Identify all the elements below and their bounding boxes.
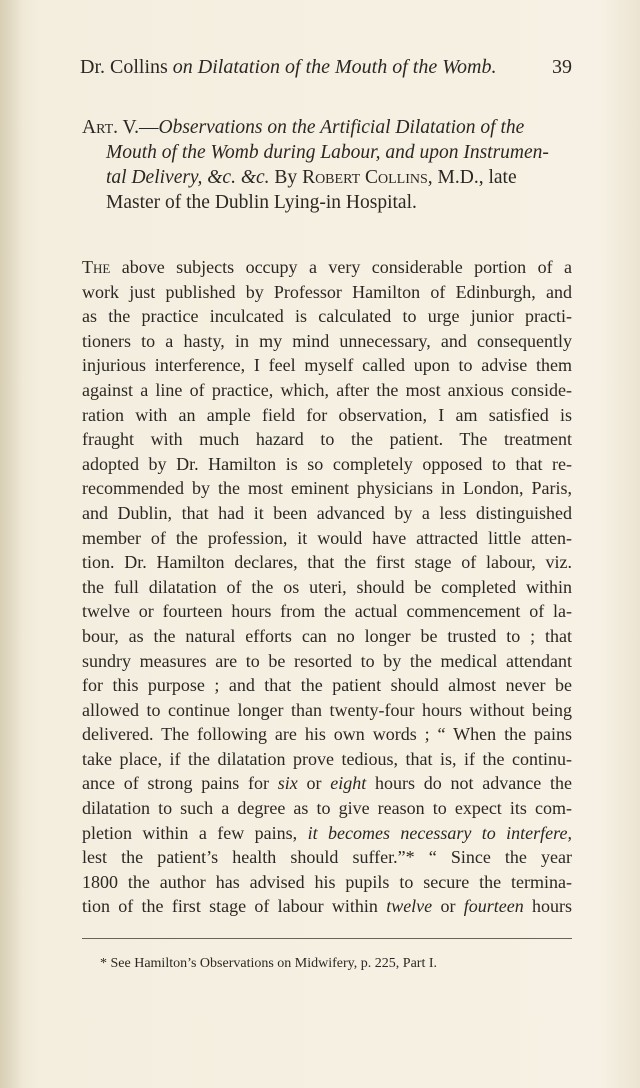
body-text-segment: tioners to a hasty, in my mind unnecessary, and consequently (82, 330, 572, 351)
body-line (82, 747, 572, 772)
body-line (82, 599, 572, 624)
body-line (82, 550, 572, 575)
article-title-part-1: Observations on the Artificial Dilatation of the (158, 117, 525, 138)
body-text-segment: above subjects occupy a very considerable portion of a (110, 257, 572, 277)
body-line (82, 403, 572, 428)
footnote-text: See Hamilton’s Observations on Midwifery, p. 225, Part I. (110, 956, 437, 971)
footnote-rule (82, 938, 572, 939)
body-line (82, 771, 572, 796)
body-text-segment: work just published by Professor Hamilton of Edinburgh, and (82, 281, 572, 302)
author-affiliation: Master of the Dublin Lying-in Hospital. (106, 192, 417, 213)
body-text-segment: tion. Dr. Hamilton declares, that the first stage of labour, viz. (82, 552, 572, 573)
body-text-segment: ance of strong pains for (82, 773, 278, 794)
page-number: 39 (552, 56, 572, 78)
body-text-segment: allowed to continue longer than twenty-four hours without being (82, 699, 572, 720)
body-text-segment: bour, as the natural efforts can no longer be trusted to ; that (82, 625, 572, 646)
body-text-segment: member of the profession, it would have attracted little atten- (82, 527, 572, 548)
body-text-segment: fourteen (463, 896, 524, 917)
body-line (82, 575, 572, 600)
header-on: on (172, 56, 193, 78)
article-title-line-1 (82, 115, 572, 140)
body-line (82, 722, 572, 747)
body-text-segment: The (82, 257, 111, 277)
body-line (82, 624, 572, 649)
body-line (82, 304, 572, 329)
body-line (82, 353, 572, 378)
article-title-part-2: Mouth of the Womb during Labour, and upon Instrumen- (106, 142, 549, 163)
body-line (82, 476, 572, 501)
body-text-segment: eight (330, 773, 367, 794)
body-line (82, 698, 572, 723)
body-line (82, 673, 572, 698)
body-text-segment: twelve or fourteen hours from the actual commencement of la- (82, 601, 572, 622)
author-degree: M.D., late (437, 167, 517, 188)
body-text-segment: ration with an ample field for observation, I am satisfied is (82, 404, 572, 425)
body-line (82, 821, 572, 846)
header-author: Dr. Collins (80, 56, 168, 78)
body-text-segment: twelve (386, 896, 433, 917)
body-text-segment: adopted by Dr. Hamilton is so completely opposed to that re- (82, 453, 572, 474)
body-text-segment: pletion within a few pains, (82, 822, 308, 843)
body-text-segment: recommended by the most eminent physicians in London, Paris, (82, 478, 572, 499)
body-line (82, 845, 572, 870)
body-text-segment: delivered. The following are his own words ; “ When the pains (82, 724, 572, 745)
body-line (82, 870, 572, 895)
body-text-segment: tion of the first stage of labour within (82, 896, 387, 917)
author-name: Robert Collins, (302, 167, 433, 188)
body-text-segment: for this purpose ; and that the patient should almost never be (82, 675, 572, 696)
footnote-mark: * (100, 956, 107, 971)
body-text-segment: injurious interference, I feel myself called upon to advise them (82, 355, 572, 376)
article-title-line-2 (82, 140, 572, 165)
body-text-segment: sundry measures are to be resorted to by the medical attendant (82, 650, 572, 671)
body-line (82, 255, 572, 280)
body-text-segment: hours do not advance the (366, 773, 572, 794)
body-line (82, 329, 572, 354)
running-header (80, 55, 572, 79)
body-line (82, 452, 572, 477)
article-dash: — (138, 117, 159, 138)
body-text-segment: six (277, 773, 298, 794)
body-line (82, 378, 572, 403)
body-text-segment: or (432, 896, 464, 917)
body-text-segment: hours (523, 896, 573, 917)
body-text-segment: against a line of practice, which, after the most anxious conside- (82, 379, 572, 400)
article-title-line-3 (82, 165, 572, 190)
body-line (82, 649, 572, 674)
body-text-segment: it becomes necessary to interfere, (307, 822, 572, 843)
body-text-segment: the full dilatation of the os uteri, should be completed within (82, 576, 572, 597)
article-title-part-3: tal Delivery, &c. &c. (106, 167, 270, 188)
body-line (82, 526, 572, 551)
body-text-segment: fraught with much hazard to the patient. The treatment (82, 429, 572, 450)
article-label: Art. V. (82, 117, 139, 138)
body-text-segment: as the practice inculcated is calculated to urge junior practi- (82, 306, 572, 327)
body-line (82, 501, 572, 526)
body-line (82, 427, 572, 452)
byline-by: By (274, 167, 298, 188)
body-text-segment: take place, if the dilatation prove tedious, that is, if the continu- (82, 748, 572, 769)
body-text-segment: 1800 the author has advised his pupils to secure the termina- (82, 871, 572, 892)
body-line (82, 796, 572, 821)
footnote (100, 955, 570, 973)
body-line (82, 280, 572, 305)
body-line (82, 894, 572, 919)
body-text-segment: and Dublin, that had it been advanced by a less distinguished (82, 502, 572, 523)
article-body (82, 255, 572, 919)
body-text-segment: or (297, 773, 331, 794)
header-topic: Dilatation of the Mouth of the Womb. (197, 56, 497, 78)
article-title-block (82, 115, 572, 215)
page-gutter-shadow (0, 0, 22, 1088)
body-text-segment: lest the patient’s health should suffer.”* “ Since the year (82, 847, 572, 868)
body-text-segment: dilatation to such a degree as to give reason to expect its com- (82, 798, 572, 819)
